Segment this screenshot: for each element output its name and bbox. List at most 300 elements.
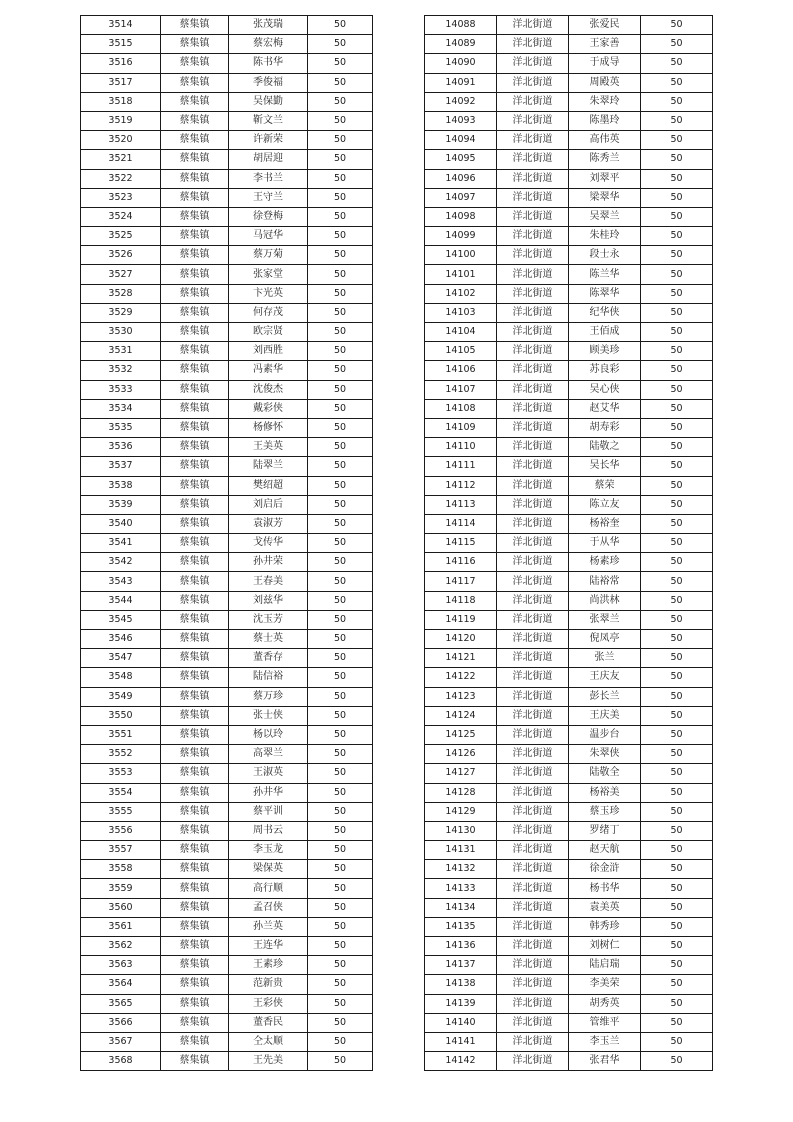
table-row <box>425 802 713 821</box>
amount-cell: 50 <box>308 610 373 629</box>
town-cell: 洋北街道 <box>497 764 569 783</box>
table-row <box>425 725 713 744</box>
amount-cell: 50 <box>308 284 373 303</box>
name-cell: 刘兹华 <box>229 591 308 610</box>
town-cell: 蔡集镇 <box>161 860 229 879</box>
id-cell: 3568 <box>81 1052 161 1071</box>
id-cell: 14135 <box>425 917 497 936</box>
id-cell: 3559 <box>81 879 161 898</box>
id-cell: 14126 <box>425 745 497 764</box>
town-cell: 蔡集镇 <box>161 649 229 668</box>
name-cell: 樊绍超 <box>229 476 308 495</box>
town-cell: 蔡集镇 <box>161 265 229 284</box>
id-cell: 3533 <box>81 380 161 399</box>
amount-cell: 50 <box>641 630 713 649</box>
table-row <box>425 534 713 553</box>
id-cell: 3528 <box>81 284 161 303</box>
table-row <box>81 380 373 399</box>
table-row <box>425 917 713 936</box>
town-cell: 洋北街道 <box>497 783 569 802</box>
amount-cell: 50 <box>308 994 373 1013</box>
name-cell: 管维平 <box>569 1013 641 1032</box>
table-row <box>81 438 373 457</box>
id-cell: 3523 <box>81 188 161 207</box>
table-row <box>425 131 713 150</box>
town-cell: 洋北街道 <box>497 725 569 744</box>
town-cell: 洋北街道 <box>497 514 569 533</box>
amount-cell: 50 <box>641 188 713 207</box>
id-cell: 3567 <box>81 1032 161 1051</box>
town-cell: 蔡集镇 <box>161 630 229 649</box>
name-cell: 吴保勤 <box>229 92 308 111</box>
id-cell: 14133 <box>425 879 497 898</box>
id-cell: 14111 <box>425 457 497 476</box>
town-cell: 洋北街道 <box>497 610 569 629</box>
name-cell: 董香民 <box>229 1013 308 1032</box>
id-cell: 3517 <box>81 73 161 92</box>
table-row <box>81 1052 373 1071</box>
id-cell: 3518 <box>81 92 161 111</box>
name-cell: 沈俊杰 <box>229 380 308 399</box>
name-cell: 王素珍 <box>229 956 308 975</box>
town-cell: 蔡集镇 <box>161 457 229 476</box>
id-cell: 14112 <box>425 476 497 495</box>
town-cell: 蔡集镇 <box>161 572 229 591</box>
town-cell: 蔡集镇 <box>161 207 229 226</box>
town-cell: 蔡集镇 <box>161 553 229 572</box>
town-cell: 蔡集镇 <box>161 1013 229 1032</box>
town-cell: 蔡集镇 <box>161 687 229 706</box>
town-cell: 洋北街道 <box>497 630 569 649</box>
table-row <box>81 591 373 610</box>
name-cell: 范新贵 <box>229 975 308 994</box>
table-row <box>81 457 373 476</box>
name-cell: 吴心侠 <box>569 380 641 399</box>
town-cell: 蔡集镇 <box>161 323 229 342</box>
table-row <box>81 956 373 975</box>
table-row <box>425 630 713 649</box>
town-cell: 蔡集镇 <box>161 495 229 514</box>
amount-cell: 50 <box>308 131 373 150</box>
table-row <box>425 361 713 380</box>
name-cell: 尚洪林 <box>569 591 641 610</box>
amount-cell: 50 <box>641 476 713 495</box>
id-cell: 14137 <box>425 956 497 975</box>
name-cell: 卞光英 <box>229 284 308 303</box>
id-cell: 3534 <box>81 399 161 418</box>
table-row <box>81 553 373 572</box>
name-cell: 许新荣 <box>229 131 308 150</box>
name-cell: 欧宗贤 <box>229 323 308 342</box>
amount-cell: 50 <box>308 572 373 591</box>
id-cell: 3560 <box>81 898 161 917</box>
amount-cell: 50 <box>308 802 373 821</box>
id-cell: 14100 <box>425 246 497 265</box>
id-cell: 14134 <box>425 898 497 917</box>
table-row <box>81 745 373 764</box>
table-row <box>425 860 713 879</box>
id-cell: 3555 <box>81 802 161 821</box>
table-row <box>425 227 713 246</box>
name-cell: 赵天航 <box>569 841 641 860</box>
town-cell: 蔡集镇 <box>161 706 229 725</box>
table-row <box>425 73 713 92</box>
id-cell: 3522 <box>81 169 161 188</box>
table-row <box>81 534 373 553</box>
name-cell: 季俊福 <box>229 73 308 92</box>
amount-cell: 50 <box>308 706 373 725</box>
id-cell: 3547 <box>81 649 161 668</box>
name-cell: 杨以玲 <box>229 725 308 744</box>
town-cell: 蔡集镇 <box>161 994 229 1013</box>
table-row <box>81 169 373 188</box>
name-cell: 刘翠平 <box>569 169 641 188</box>
amount-cell: 50 <box>641 418 713 437</box>
town-cell: 洋北街道 <box>497 54 569 73</box>
table-row <box>425 438 713 457</box>
name-cell: 杨裕奎 <box>569 514 641 533</box>
id-cell: 14099 <box>425 227 497 246</box>
table-row <box>81 610 373 629</box>
name-cell: 于成导 <box>569 54 641 73</box>
name-cell: 张君华 <box>569 1052 641 1071</box>
table-row <box>81 725 373 744</box>
table-row <box>81 495 373 514</box>
town-cell: 蔡集镇 <box>161 188 229 207</box>
table-row <box>425 495 713 514</box>
town-cell: 洋北街道 <box>497 495 569 514</box>
name-cell: 李书兰 <box>229 169 308 188</box>
name-cell: 张爱民 <box>569 16 641 35</box>
amount-cell: 50 <box>308 73 373 92</box>
amount-cell: 50 <box>308 150 373 169</box>
amount-cell: 50 <box>308 534 373 553</box>
id-cell: 3524 <box>81 207 161 226</box>
name-cell: 陈书华 <box>229 54 308 73</box>
name-cell: 周殿英 <box>569 73 641 92</box>
table-row <box>425 514 713 533</box>
name-cell: 蔡万菊 <box>229 246 308 265</box>
town-cell: 蔡集镇 <box>161 131 229 150</box>
town-cell: 洋北街道 <box>497 687 569 706</box>
table-row <box>425 246 713 265</box>
id-cell: 14140 <box>425 1013 497 1032</box>
amount-cell: 50 <box>308 207 373 226</box>
table-row <box>425 418 713 437</box>
table-row <box>81 841 373 860</box>
table-row <box>425 35 713 54</box>
id-cell: 3515 <box>81 35 161 54</box>
amount-cell: 50 <box>641 73 713 92</box>
id-cell: 3565 <box>81 994 161 1013</box>
name-cell: 王美英 <box>229 438 308 457</box>
name-cell: 徐登梅 <box>229 207 308 226</box>
table-row <box>425 207 713 226</box>
amount-cell: 50 <box>641 591 713 610</box>
town-cell: 蔡集镇 <box>161 956 229 975</box>
amount-cell: 50 <box>641 937 713 956</box>
name-cell: 陈立友 <box>569 495 641 514</box>
name-cell: 王庆友 <box>569 668 641 687</box>
name-cell: 王庆美 <box>569 706 641 725</box>
town-cell: 蔡集镇 <box>161 764 229 783</box>
table-row <box>425 821 713 840</box>
table-row <box>425 591 713 610</box>
table-row <box>425 879 713 898</box>
town-cell: 蔡集镇 <box>161 418 229 437</box>
id-cell: 3545 <box>81 610 161 629</box>
amount-cell: 50 <box>641 975 713 994</box>
town-cell: 蔡集镇 <box>161 54 229 73</box>
name-cell: 刘西胜 <box>229 342 308 361</box>
amount-cell: 50 <box>641 150 713 169</box>
table-row <box>81 150 373 169</box>
town-cell: 洋北街道 <box>497 591 569 610</box>
table-row <box>425 303 713 322</box>
name-cell: 王春美 <box>229 572 308 591</box>
table-row <box>425 1032 713 1051</box>
id-cell: 14128 <box>425 783 497 802</box>
town-cell: 蔡集镇 <box>161 16 229 35</box>
town-cell: 洋北街道 <box>497 131 569 150</box>
amount-cell: 50 <box>308 553 373 572</box>
amount-cell: 50 <box>641 764 713 783</box>
id-cell: 14125 <box>425 725 497 744</box>
table-row <box>81 73 373 92</box>
name-cell: 于从华 <box>569 534 641 553</box>
amount-cell: 50 <box>308 35 373 54</box>
town-cell: 蔡集镇 <box>161 783 229 802</box>
table-row <box>425 956 713 975</box>
name-cell: 仝太顺 <box>229 1032 308 1051</box>
id-cell: 3566 <box>81 1013 161 1032</box>
table-row <box>81 821 373 840</box>
town-cell: 洋北街道 <box>497 418 569 437</box>
amount-cell: 50 <box>641 898 713 917</box>
amount-cell: 50 <box>308 188 373 207</box>
name-cell: 靳文兰 <box>229 111 308 130</box>
right-roster-table <box>424 15 713 1071</box>
table-row <box>425 284 713 303</box>
amount-cell: 50 <box>308 630 373 649</box>
name-cell: 杨素珍 <box>569 553 641 572</box>
id-cell: 3563 <box>81 956 161 975</box>
amount-cell: 50 <box>641 265 713 284</box>
table-row <box>425 687 713 706</box>
id-cell: 14118 <box>425 591 497 610</box>
town-cell: 洋北街道 <box>497 956 569 975</box>
table-row <box>81 361 373 380</box>
name-cell: 张兰 <box>569 649 641 668</box>
name-cell: 陈兰华 <box>569 265 641 284</box>
id-cell: 14114 <box>425 514 497 533</box>
amount-cell: 50 <box>641 169 713 188</box>
amount-cell: 50 <box>641 54 713 73</box>
town-cell: 洋北街道 <box>497 534 569 553</box>
table-row <box>425 150 713 169</box>
town-cell: 洋北街道 <box>497 572 569 591</box>
amount-cell: 50 <box>641 668 713 687</box>
id-cell: 3525 <box>81 227 161 246</box>
id-cell: 3535 <box>81 418 161 437</box>
id-cell: 14091 <box>425 73 497 92</box>
name-cell: 蔡玉珍 <box>569 802 641 821</box>
id-cell: 14117 <box>425 572 497 591</box>
amount-cell: 50 <box>641 438 713 457</box>
town-cell: 蔡集镇 <box>161 1032 229 1051</box>
amount-cell: 50 <box>641 380 713 399</box>
town-cell: 洋北街道 <box>497 303 569 322</box>
table-row <box>81 706 373 725</box>
id-cell: 14123 <box>425 687 497 706</box>
town-cell: 蔡集镇 <box>161 917 229 936</box>
id-cell: 14138 <box>425 975 497 994</box>
table-row <box>81 572 373 591</box>
amount-cell: 50 <box>308 514 373 533</box>
amount-cell: 50 <box>641 92 713 111</box>
amount-cell: 50 <box>641 841 713 860</box>
town-cell: 蔡集镇 <box>161 169 229 188</box>
id-cell: 14095 <box>425 150 497 169</box>
name-cell: 梁保英 <box>229 860 308 879</box>
amount-cell: 50 <box>308 399 373 418</box>
amount-cell: 50 <box>308 418 373 437</box>
id-cell: 3558 <box>81 860 161 879</box>
table-row <box>81 188 373 207</box>
amount-cell: 50 <box>308 1013 373 1032</box>
amount-cell: 50 <box>641 783 713 802</box>
town-cell: 洋北街道 <box>497 35 569 54</box>
table-row <box>81 975 373 994</box>
name-cell: 高翠兰 <box>229 745 308 764</box>
amount-cell: 50 <box>308 591 373 610</box>
id-cell: 14104 <box>425 323 497 342</box>
id-cell: 14131 <box>425 841 497 860</box>
town-cell: 洋北街道 <box>497 1052 569 1071</box>
name-cell: 马冠华 <box>229 227 308 246</box>
id-cell: 3537 <box>81 457 161 476</box>
name-cell: 段士永 <box>569 246 641 265</box>
amount-cell: 50 <box>308 342 373 361</box>
town-cell: 蔡集镇 <box>161 879 229 898</box>
name-cell: 吴翠兰 <box>569 207 641 226</box>
town-cell: 洋北街道 <box>497 92 569 111</box>
town-cell: 洋北街道 <box>497 246 569 265</box>
name-cell: 蔡士英 <box>229 630 308 649</box>
name-cell: 朱桂玲 <box>569 227 641 246</box>
amount-cell: 50 <box>641 323 713 342</box>
name-cell: 陈翠华 <box>569 284 641 303</box>
table-row <box>425 1013 713 1032</box>
id-cell: 14124 <box>425 706 497 725</box>
name-cell: 朱翠侠 <box>569 745 641 764</box>
town-cell: 蔡集镇 <box>161 150 229 169</box>
town-cell: 洋北街道 <box>497 73 569 92</box>
town-cell: 洋北街道 <box>497 937 569 956</box>
town-cell: 蔡集镇 <box>161 821 229 840</box>
town-cell: 蔡集镇 <box>161 668 229 687</box>
town-cell: 蔡集镇 <box>161 361 229 380</box>
amount-cell: 50 <box>308 457 373 476</box>
amount-cell: 50 <box>641 16 713 35</box>
amount-cell: 50 <box>641 246 713 265</box>
name-cell: 李玉兰 <box>569 1032 641 1051</box>
amount-cell: 50 <box>641 610 713 629</box>
name-cell: 韩秀珍 <box>569 917 641 936</box>
name-cell: 何存茂 <box>229 303 308 322</box>
town-cell: 洋北街道 <box>497 1032 569 1051</box>
table-row <box>425 16 713 35</box>
table-row <box>425 668 713 687</box>
table-row <box>425 265 713 284</box>
name-cell: 陆启瑞 <box>569 956 641 975</box>
amount-cell: 50 <box>641 342 713 361</box>
id-cell: 3526 <box>81 246 161 265</box>
town-cell: 蔡集镇 <box>161 725 229 744</box>
table-row <box>81 1013 373 1032</box>
name-cell: 王淑英 <box>229 764 308 783</box>
table-row <box>425 994 713 1013</box>
town-cell: 洋北街道 <box>497 745 569 764</box>
town-cell: 蔡集镇 <box>161 380 229 399</box>
name-cell: 张家堂 <box>229 265 308 284</box>
table-row <box>81 35 373 54</box>
table-row <box>81 342 373 361</box>
town-cell: 洋北街道 <box>497 323 569 342</box>
name-cell: 苏良彩 <box>569 361 641 380</box>
id-cell: 14090 <box>425 54 497 73</box>
name-cell: 纪华侠 <box>569 303 641 322</box>
name-cell: 蔡宏梅 <box>229 35 308 54</box>
town-cell: 洋北街道 <box>497 361 569 380</box>
table-row <box>81 860 373 879</box>
name-cell: 杨书华 <box>569 879 641 898</box>
name-cell: 孙兰英 <box>229 917 308 936</box>
amount-cell: 50 <box>308 821 373 840</box>
table-row <box>425 457 713 476</box>
id-cell: 3546 <box>81 630 161 649</box>
left-roster-table <box>80 15 373 1071</box>
name-cell: 张茂瑞 <box>229 16 308 35</box>
amount-cell: 50 <box>308 54 373 73</box>
amount-cell: 50 <box>308 323 373 342</box>
town-cell: 蔡集镇 <box>161 438 229 457</box>
name-cell: 高行顺 <box>229 879 308 898</box>
town-cell: 洋北街道 <box>497 1013 569 1032</box>
table-row <box>81 802 373 821</box>
town-cell: 洋北街道 <box>497 841 569 860</box>
town-cell: 蔡集镇 <box>161 514 229 533</box>
town-cell: 蔡集镇 <box>161 92 229 111</box>
id-cell: 3554 <box>81 783 161 802</box>
name-cell: 王彩侠 <box>229 994 308 1013</box>
amount-cell: 50 <box>308 649 373 668</box>
amount-cell: 50 <box>641 917 713 936</box>
id-cell: 3543 <box>81 572 161 591</box>
town-cell: 洋北街道 <box>497 994 569 1013</box>
table-row <box>81 668 373 687</box>
town-cell: 蔡集镇 <box>161 246 229 265</box>
amount-cell: 50 <box>308 956 373 975</box>
table-row <box>425 553 713 572</box>
name-cell: 孙井荣 <box>229 553 308 572</box>
amount-cell: 50 <box>308 898 373 917</box>
town-cell: 蔡集镇 <box>161 610 229 629</box>
left-table-body <box>81 16 373 1071</box>
id-cell: 3542 <box>81 553 161 572</box>
table-row <box>81 994 373 1013</box>
town-cell: 洋北街道 <box>497 150 569 169</box>
